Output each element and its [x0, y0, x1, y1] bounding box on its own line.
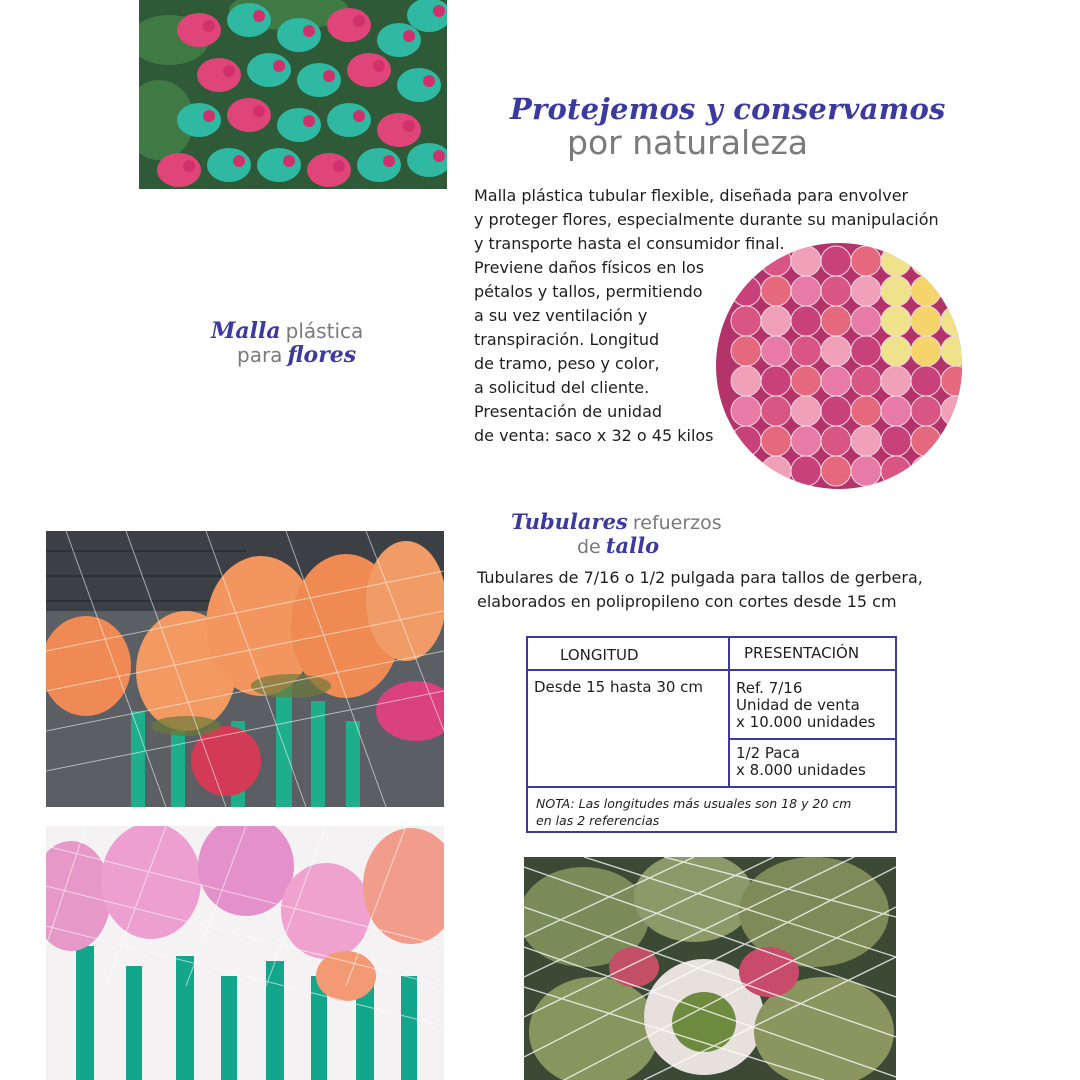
product1-title-flores: flores	[287, 342, 357, 368]
bud-shape	[327, 103, 371, 137]
description-line: Tubulares de 7/16 o 1/2 pulgada para tallos de gerbera,	[477, 568, 923, 587]
table-note-line: en las 2 referencias	[536, 813, 660, 828]
rose-head	[881, 426, 911, 456]
product2-title-tubulares: Tubulares	[511, 509, 628, 534]
bud-shape	[247, 53, 291, 87]
rose-head	[851, 336, 881, 366]
description-line: de venta: saco x 32 o 45 kilos	[474, 426, 714, 445]
bud-tip	[283, 155, 295, 167]
photo-roses-circle	[716, 243, 962, 489]
rose-head	[761, 456, 791, 486]
bud-tip	[433, 5, 445, 17]
photo-orange-gerberas	[46, 531, 444, 807]
rose-head	[851, 276, 881, 306]
rose-head	[791, 456, 821, 486]
bud-shape	[377, 23, 421, 57]
description-line: y proteger flores, especialmente durante su manipulación	[474, 210, 939, 229]
description-line: a su vez ventilación y	[474, 306, 648, 325]
bud-shape	[347, 53, 391, 87]
product2-title-tallo: tallo	[605, 533, 660, 558]
bud-shape	[177, 13, 221, 47]
bud-shape	[227, 98, 271, 132]
product2-title-line1	[511, 509, 722, 534]
rose-head	[851, 306, 881, 336]
product1-title-line1	[211, 318, 363, 344]
photo-pink-gerberas	[46, 826, 444, 1080]
rose-head	[851, 456, 881, 486]
rose-head	[851, 366, 881, 396]
rose-head	[791, 396, 821, 426]
rose-head	[761, 426, 791, 456]
table-divider	[528, 786, 895, 788]
bud-shape	[357, 148, 401, 182]
description-line: de tramo, peso y color,	[474, 354, 660, 373]
rose-head	[881, 276, 911, 306]
table-note	[536, 795, 851, 829]
bud-shape	[257, 148, 301, 182]
description-line: pétalos y tallos, permitiendo	[474, 282, 703, 301]
rose-head	[761, 396, 791, 426]
bud-tip	[373, 60, 385, 72]
table-cell-line: Ref. 7/16	[736, 679, 803, 697]
table-cell-line: 1/2 Paca	[736, 744, 800, 762]
spec-table	[526, 636, 897, 833]
table-cell-paca	[736, 745, 866, 779]
table-note-line: NOTA: Las longitudes más usuales son 18 y 20 cm	[536, 796, 852, 811]
rose-head	[851, 246, 881, 276]
rose-head	[821, 366, 851, 396]
rose-head	[851, 426, 881, 456]
rose-head	[881, 456, 911, 486]
rose-head	[731, 336, 761, 366]
rose-head	[761, 336, 791, 366]
table-header-presentacion: PRESENTACIÓN	[744, 644, 860, 662]
rose-head	[731, 306, 761, 336]
bud-shape	[307, 153, 351, 187]
rose-head	[761, 306, 791, 336]
headline-line2: por naturaleza	[567, 123, 808, 162]
photo-wrapped-roses-bundle	[139, 0, 447, 189]
table-cell-line: x 8.000 unidades	[736, 761, 866, 779]
bud-tip	[183, 160, 195, 172]
rose-head	[941, 456, 962, 486]
rose-head	[821, 276, 851, 306]
rose-head	[911, 336, 941, 366]
description-line: Previene daños físicos en los	[474, 258, 705, 277]
bud-tip	[253, 105, 265, 117]
description-line: a solicitud del cliente.	[474, 378, 650, 397]
description-line: Presentación de unidad	[474, 402, 663, 421]
rose-head	[731, 366, 761, 396]
bud-tip	[433, 150, 445, 162]
product1-title-malla: Malla	[211, 318, 281, 344]
table-cell-line: Unidad de venta	[736, 696, 860, 714]
description-line: y transporte hasta el consumidor final.	[474, 234, 785, 253]
rose-head	[791, 276, 821, 306]
bud-tip	[353, 110, 365, 122]
rose-head	[821, 336, 851, 366]
rose-head	[761, 366, 791, 396]
bud-tip	[383, 155, 395, 167]
description-line: Malla plástica tubular flexible, diseñada para envolver	[474, 186, 909, 205]
bud-tip	[203, 110, 215, 122]
bud-shape	[277, 18, 321, 52]
bud-tip	[353, 15, 365, 27]
rose-head	[911, 366, 941, 396]
photo-roses-white-mesh	[524, 857, 896, 1080]
table-divider	[730, 738, 895, 740]
rose-head	[791, 306, 821, 336]
rose-head	[761, 276, 791, 306]
bud-tip	[233, 155, 245, 167]
rose-head	[821, 306, 851, 336]
bud-shape	[207, 148, 251, 182]
product1-title-para: para	[237, 343, 283, 367]
headline-line1: Protejemos y conservamos	[510, 92, 946, 126]
rose-head	[881, 396, 911, 426]
rose-head	[791, 246, 821, 276]
table-divider	[528, 669, 895, 671]
table-divider	[728, 638, 730, 788]
description-line: elaborados en polipropileno con cortes desde 15 cm	[477, 592, 897, 611]
bud-shape	[227, 3, 271, 37]
rose-head	[881, 366, 911, 396]
bud-tip	[303, 25, 315, 37]
product2-description	[477, 566, 997, 614]
bud-shape	[197, 58, 241, 92]
bud-tip	[223, 65, 235, 77]
rose-head	[821, 456, 851, 486]
rose-head	[911, 306, 941, 336]
rose-head	[821, 396, 851, 426]
rose-head	[851, 396, 881, 426]
rose-head	[731, 456, 761, 486]
rose-head	[911, 456, 941, 486]
bud-shape	[177, 103, 221, 137]
bud-tip	[273, 60, 285, 72]
product2-title-de: de	[577, 536, 601, 558]
bud-tip	[333, 160, 345, 172]
rose-head	[791, 366, 821, 396]
bud-tip	[403, 30, 415, 42]
rose-head	[881, 336, 911, 366]
bud-shape	[397, 68, 441, 102]
bud-shape	[377, 113, 421, 147]
table-header-longitud: LONGITUD	[560, 646, 639, 664]
product2-title-refuerzos: refuerzos	[632, 512, 722, 534]
bud-tip	[253, 10, 265, 22]
table-cell-line: x 10.000 unidades	[736, 713, 876, 731]
rose-head	[821, 426, 851, 456]
product1-title-line2	[237, 342, 356, 368]
product2-title-line2	[577, 533, 659, 558]
bud-tip	[423, 75, 435, 87]
bud-shape	[327, 8, 371, 42]
bud-shape	[277, 108, 321, 142]
table-cell-ref	[736, 680, 875, 731]
description-line: transpiración. Longitud	[474, 330, 660, 349]
bud-tip	[303, 115, 315, 127]
bud-tip	[203, 20, 215, 32]
rose-head	[881, 306, 911, 336]
product1-title-plastica: plástica	[285, 319, 364, 343]
bud-tip	[403, 120, 415, 132]
rose-head	[821, 246, 851, 276]
bud-shape	[157, 153, 201, 187]
bud-tip	[323, 70, 335, 82]
rose-head	[911, 396, 941, 426]
bud-shape	[297, 63, 341, 97]
rose-head	[731, 396, 761, 426]
rose-head	[791, 336, 821, 366]
table-cell-range: Desde 15 hasta 30 cm	[534, 678, 704, 696]
rose-head	[791, 426, 821, 456]
